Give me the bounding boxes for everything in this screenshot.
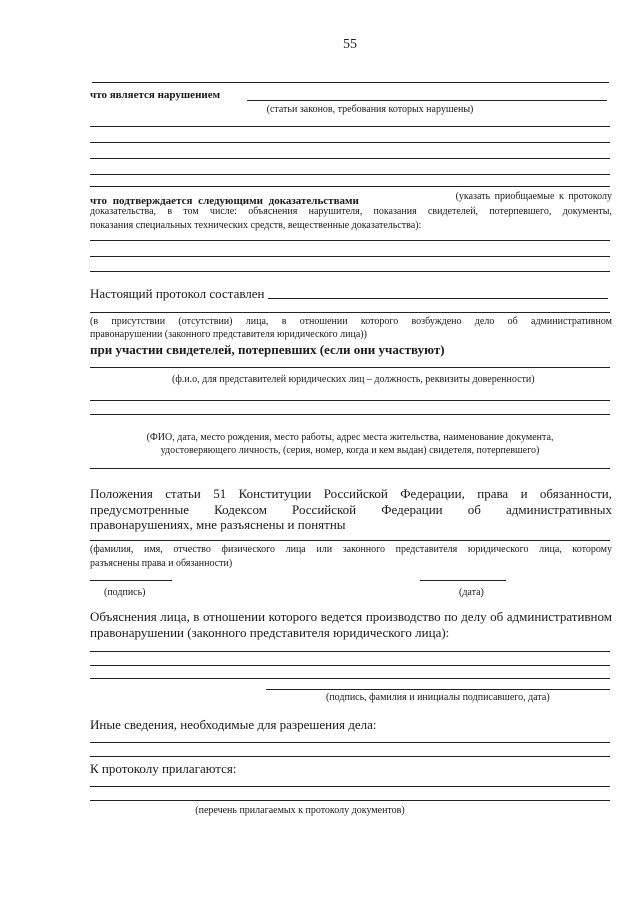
- form-line[interactable]: [90, 540, 610, 541]
- signature-line[interactable]: [90, 580, 172, 581]
- composed-label: Настоящий протокол составлен: [90, 286, 265, 301]
- explanations-line2: правонарушении (законного представителя юридического лица):: [90, 625, 450, 640]
- form-line[interactable]: [90, 174, 610, 175]
- signature-label: (подпись): [104, 587, 146, 598]
- violation-caption: (статьи законов, требования которых нарушены): [266, 104, 474, 115]
- date-label: (дата): [459, 587, 484, 598]
- form-line[interactable]: [90, 271, 610, 272]
- form-line[interactable]: [90, 186, 610, 187]
- rights-caption-line2: разъяснены права и обязанности): [90, 558, 233, 569]
- form-line[interactable]: [90, 414, 610, 415]
- other-label: Иные сведения, необходимые для разрешения дела:: [90, 717, 377, 732]
- witnesses-label: при участии свидетелей, потерпевших (если они участвуют): [90, 342, 445, 357]
- evidence-instruction-start: (указать приобщаемые к протоколу: [455, 191, 612, 202]
- form-line[interactable]: [90, 665, 610, 666]
- rights-line2: предусмотренные Кодексом Российской Федерации об административных: [90, 502, 612, 517]
- form-line[interactable]: [90, 158, 610, 159]
- form-line[interactable]: [90, 312, 610, 313]
- composed-input-line[interactable]: [268, 298, 608, 299]
- rights-line1: Положения статьи 51 Конституции Российской Федерации, права и обязанности,: [90, 486, 612, 501]
- form-line[interactable]: [90, 400, 610, 401]
- attachments-caption: (перечень прилагаемых к протоколу документов): [195, 805, 405, 816]
- form-line[interactable]: [90, 126, 610, 127]
- witnesses-caption1: (ф.и.о, для представителей юридических лиц – должность, реквизиты доверенности): [172, 374, 535, 385]
- explanations-caption: (подпись, фамилия и инициалы подписавшего, дата): [326, 692, 550, 703]
- form-line[interactable]: [90, 651, 610, 652]
- violation-input-line[interactable]: [247, 100, 607, 101]
- explanations-signature-line[interactable]: [266, 689, 610, 690]
- form-line[interactable]: [90, 240, 610, 241]
- rights-caption-line1: (фамилия, имя, отчество физического лица или законного представителя юридического лица, которому: [90, 544, 612, 555]
- evidence-instruction-line3: показания специальных технических средств, вещественные доказательства):: [90, 220, 422, 231]
- composed-caption-line1: (в присутствии (отсутствии) лица, в отношении которого возбуждено дело об административном: [90, 316, 612, 327]
- witnesses-caption2-line2: удостоверяющего личность, (серия, номер, когда и кем выдан) свидетеля, потерпевшего): [160, 445, 540, 456]
- form-line[interactable]: [90, 786, 610, 787]
- witnesses-caption2-line1: (ФИО, дата, место рождения, место работы, адрес места жительства, наименование документа,: [146, 432, 554, 443]
- form-line[interactable]: [90, 468, 610, 469]
- evidence-label: что подтверждается следующими доказательствами: [90, 195, 359, 207]
- composed-caption-line2: правонарушении (законного представителя юридического лица)): [90, 329, 367, 340]
- form-line[interactable]: [90, 142, 610, 143]
- violation-label: что является нарушением: [90, 89, 221, 101]
- page-number: 55: [343, 37, 357, 52]
- form-line[interactable]: [90, 742, 610, 743]
- attachments-label: К протоколу прилагаются:: [90, 761, 237, 776]
- rights-line3: правонарушениях, мне разъяснены и понятны: [90, 517, 346, 532]
- form-line[interactable]: [90, 367, 610, 368]
- evidence-instruction-line2: доказательства, в том числе: объяснения нарушителя, показания свидетелей, потерпевшего, документы,: [90, 206, 612, 217]
- form-line: [92, 82, 609, 83]
- date-line[interactable]: [420, 580, 506, 581]
- form-line[interactable]: [90, 800, 610, 801]
- form-line[interactable]: [90, 756, 610, 757]
- explanations-line1: Объяснения лица, в отношении которого ведется производство по делу об административном: [90, 609, 612, 624]
- form-line[interactable]: [90, 678, 610, 679]
- form-line[interactable]: [90, 256, 610, 257]
